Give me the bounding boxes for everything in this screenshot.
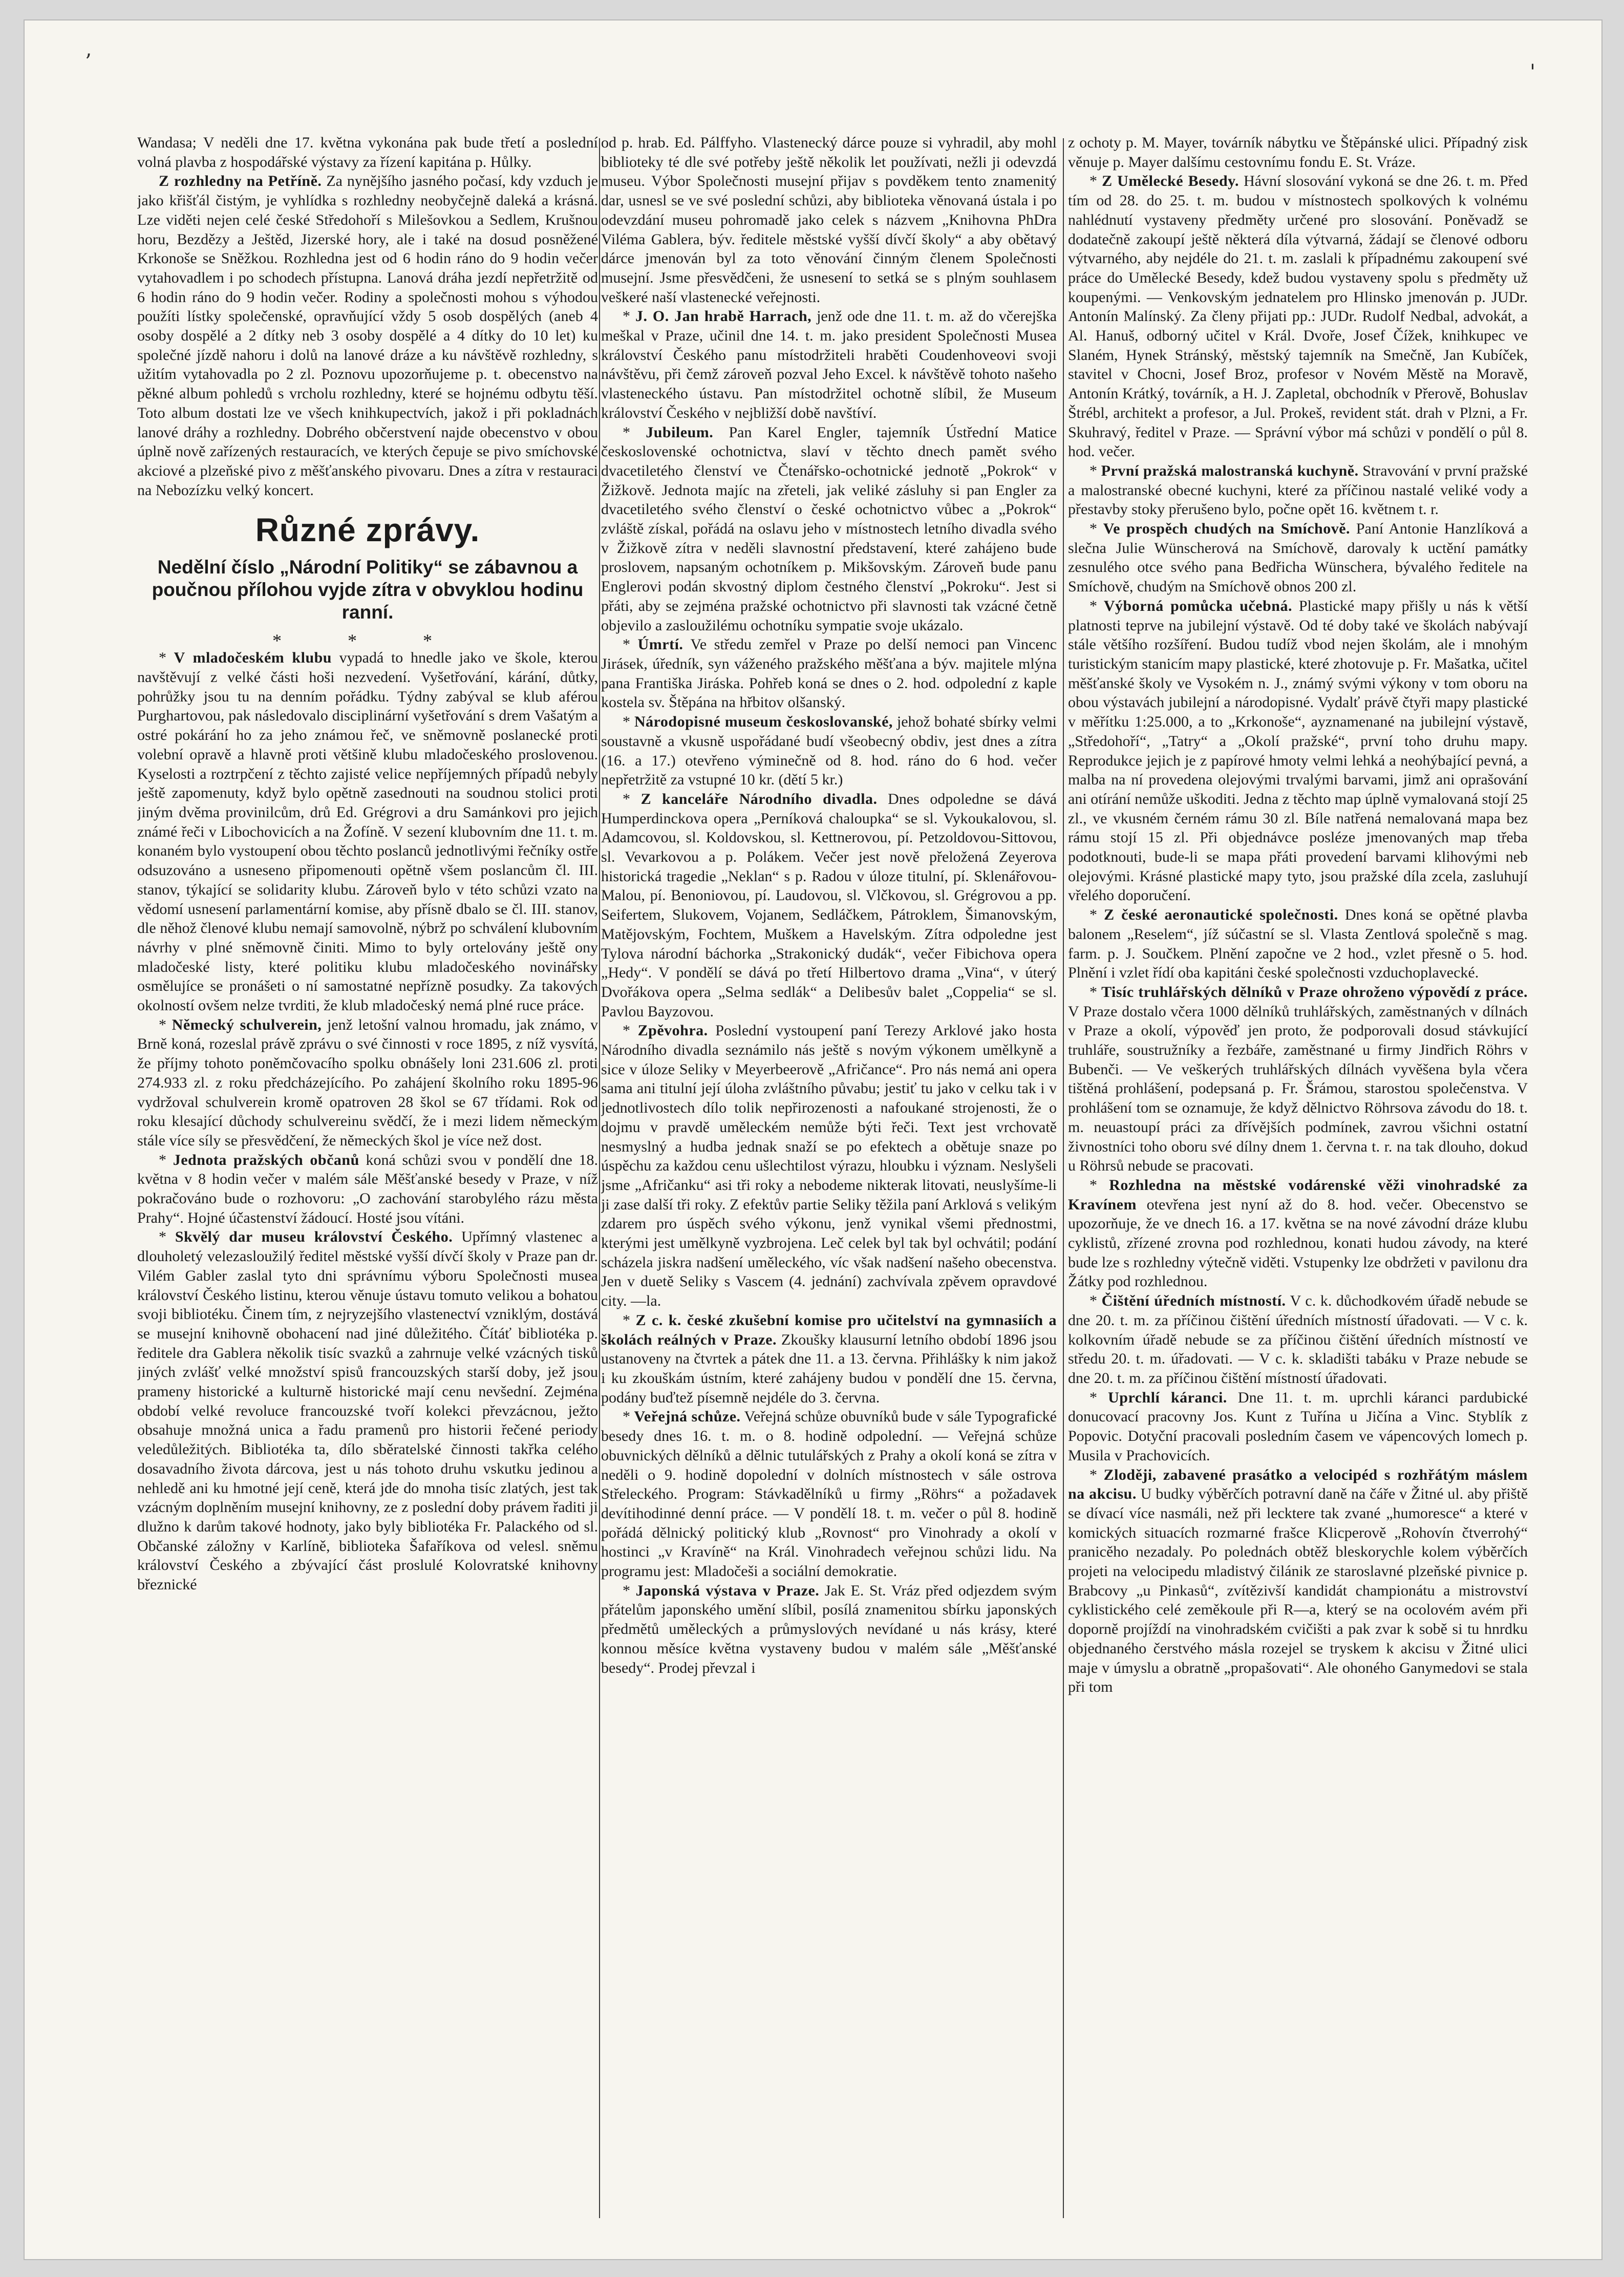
article: * Z Umělecké Besedy. Hávní slosování vykoná se dne 26. t. m. Před tím od 28. do 25. t. m. budou v místnostech spolkových k volnému nahlédnutí vystaveny předměty určené pro slosování. Poněvadž se dodatečně zakoupí ještě některá díla výtvarná, žádají se členové odboru výtvarného, aby nejdéle do 21. t. m. zaslali k případnému zakoupení své práce do Umělecké Besedy, kdež budou vystaveny spolu s předměty už koupenými. — Venkovským jednatelem pro Hlinsko jmenován p. JUDr. Antonín Malínský. Za členy přijati pp.: JUDr. Rudolf Nedbal, advokát, a Al. Hanuš, odborný učitel v Král. Dvoře, Josef Čížek, knihkupec ve Slaném, Hynek Stránský, městský tajemník na Smečně, Jan Kubíček, stavitel v Chocni, Josef Broz, profesor v Novém Městě na Moravě, Antonín Krátký, továrník, a H. J. Zapletal, obchodník v Přerově, Bohuslav Štrébl, architekt a profesor, a Jul. Prokeš, revident stát. drah v Plzni, a Fr. Skuhravý, ředitel v Praze. — Správní výbor má schůzi v pondělí o půl 8. hod. večer.	[1068, 173, 1528, 460]
article: * Německý schulverein, jenž letošní valnou hromadu, jak známo, v Brně koná, rozeslal právě zprávu o své činnosti v roce 1895, z níž vysvítá, že příjmy tohoto poněmčovacího spolku obnášely loni 231.606 zl. proti 274.933 zl. z roku předcházejícího. Po zahájení školního roku 1895-96 vydržoval schulverein kromě opatroven 28 škol se 67 třídami. Rok od roku klesající důchody schulvereinu svědčí, že i mezi lidem německým stále více síly se přesvědčení, že německých škol je více než dost.	[137, 1016, 598, 1149]
article-heading: Z c. k. české zkušební komise pro učitelství na gymnasiích a školách reálných v Praze.	[601, 1311, 1057, 1348]
article: * Úmrtí. Ve středu zemřel v Praze po delší nemoci pan Vincenc Jirásek, úředník, syn váženého pražského měšťana a býv. majitele mlýna pana Františka Jiráska. Pohřeb koná se dnes o 2. hod. odpolední z kaple kostela sv. Štěpána na hřbitov olšanský.	[601, 636, 1057, 711]
article: * Z české aeronautické společnosti. Dnes koná se opětné plavba balonem „Reselem“, jíž súčastní se sl. Vlasta Zentlová společně s mag. farm. p. J. Součkem. Plnění započne ve 2 hod., vzlet přesně o 5. hod. Plnění i vzlet řídí oba kapitáni české společnosti vzduchoplavecké.	[1068, 906, 1528, 982]
article-text: Wandasa; V neděli dne 17. května vykonána pak bude třetí a poslední volná plavba z hospodářské výstavy za řízení kapitána p. Hůlky.	[137, 134, 598, 171]
article-heading: Z Umělecké Besedy.	[1102, 173, 1239, 190]
article-heading: První pražská malostranská kuchyně.	[1101, 462, 1359, 479]
article: * J. O. Jan hrabě Harrach, jenž ode dne 11. t. m. až do včerejška meškal v Praze, učinil dne 14. t. m. jako president Společnosti Musea království Českého panu místodržiteli hraběti Coudenhoveovi svoji návštěvu, při čemž zároveň pozval Jeho Excel. k návštěvě tohoto našeho vlasteneckého ústavu. Pan místodržitel ochotně slíbil, že Museum království Českého v nejbližší době navštíví.	[601, 308, 1057, 421]
article: * Zloději, zabavené prasátko a velocipéd s rozhřátým máslem na akcisu. U budky výběrčích potravní daně na čáře v Žitné ul. aby přiště se dívací více nasmáli, než při lecktere tak zvané „humoresce“ a které v komických situacích rozmarné frašce Klicperově „Rohovín čtverrohý“ pranicěho nezadaly. Po polednách obtěž bleskorychle kolem výběrčích projeti na velocipedu mladistvý čilánik ze staroslavné plzeňské pivnice p. Brabcovy „u Pinkasů“, zvítězivší kandidát championátu a mistrovství cyklistického celé zeměkoule při R—a, který se na ocolovém avém při doporně projíždí na vinohradském cvičišti a pak zvar k sobě si tu hnrdku objednaného čerstvého másla rozejel se tryskem k akcisu v Žitné ulici maje v úmyslu a obratně „propašovati“. Ale ohoného Ganymedovi se stala při tom	[1068, 1466, 1528, 1696]
article-heading: Čištění úředních místností.	[1101, 1292, 1286, 1310]
article: * Uprchlí káranci. Dne 11. t. m. uprchli káranci pardubické donucovací pracovny Jos. Kunt z Tuřína u Jičína a Vinc. Styblík z Popovic. Dotyční pracovali posledním časem ve vápencových lomech p. Musila v Prachovicích.	[1068, 1389, 1528, 1464]
article-text: od p. hrab. Ed. Pálffyho. Vlastenecký dárce pouze si vyhradil, aby mohl biblioteky té dle své potřeby ještě několik let používati, nežli ji odevzdá museu. Výbor Společnosti musejní přijav s povděkem tento znamenitý dar, usnesl se ve své poslední schůzi, aby biblioteka věnovaná ústala i po odevzdání museu pohromadě jako celek s názvem „Knihovna PhDra Viléma Gablera, býv. ředitele městské vyšší dívčí školy“ a aby obětavý dárce jmenován byl za toto věnování činným členem Společnosti musejní. Jsme přesvědčeni, že usnesení to setká se s plným souhlasem veškeré naší vlastenecké veřejnosti.	[601, 134, 1057, 306]
article: * Čištění úředních místností. V c. k. důchodkovém úřadě nebude se dne 20. t. m. za příčinou čištění úředních místností úřadovati. — V c. k. kolkovním úřadě nebude se za příčinou čištění úředních místností ve středu 20. t. m. úřadovati. — V c. k. skladišti tabáku v Praze nebude se dne 20. t. m. za příčinou čištění místností úřadovati.	[1068, 1292, 1528, 1387]
article-text: vypadá to hnedle jako ve škole, kterou navštěvují z velké části hoši nezvedení. Vyšetřování, kárání, důtky, pohrůžky jsou tu na denním pořádku. Týdny zabýval se klub aférou Purghartovou, pak následovalo disciplinární vyšetřování s drem Vašatým a ostré pokárání ho za jeho známou řeč, ve sněmovně poslanecké proti volební opravě a hlavně proti většině klubu mladočeského proslovenou. Kyselosti a roztrpčení z těchto zajisté velice nepříjemných případů nebyly ještě zapomenuty, když bylo opětně zasednouti na soudnou stolici proti jiným dvěma provinilcům, drů Ed. Grégrovi a dru Samánkovi pro jejich známé řeči v Libochovicích a na Žofíně. V sezení klubovním dne 11. t. m. konaném bylo vystoupení obou těchto poslanců jednotlivými řečníky ostře odsuzováno a usneseno připomenouti opětně všem poslancům čl. III. stanov, týkající se solidarity klubu. Zároveň bylo v této schůzi vzato na vědomí usnesení parlamentární komise, aby přísně dbalo se čl. III. stanov, dle něhož členové klubu nemají samovolně, nýbrž po schválení klubovním návrhy v plné sněmovně činiti. Mimo to byly ortelovány ještě ony mladočeské listy, které politiku klubu mladočeského novinářsky osmělujíce se pronášeti o ní samostatné nepřízně posudky. Za takových okolností ovšem nelze tvrditi, že klub mladočeský nemá plné ruce práce.	[137, 649, 598, 1014]
article-heading: Národopisné museum českoslovanské,	[634, 713, 893, 731]
article: * Národopisné museum českoslovanské, jehož bohaté sbírky velmi soustavně a vkusně uspořádané budí všeobecný obdiv, jest dnes a zítra (16. a 17.) otevřeno výminečně od 8. hod. ráno do 6 hod. večer nepřetržitě za vstupné 10 kr. (dětí 5 kr.)	[601, 713, 1057, 789]
article-text: koná schůzi svou v pondělí dne 18. května v 8 hodin večer v malém sále Měšťanské besedy v Praze, v níž pokračováno bude o rozhovoru: „O zachování starobylého rázu města Prahy“. Hojné účastenství žádoucí. Hosté jsou vítáni.	[137, 1151, 598, 1226]
article: * Ve prospěch chudých na Smíchově. Paní Antonie Hanzlíková a slečna Julie Wünscherová na Smíchově, darovaly k uctění památky zesnulého otce svého pana Bedřicha Wünschera, bývalého ředitele na Smíchově, chudým na Smíchově obnos 200 zl.	[1068, 520, 1528, 595]
article-text: Za nynějšího jasného počasí, kdy vzduch je jako křišťál čistým, je vyhlídka s rozhledny neobyčejně daleká a krásná. Lze viděti nejen celé české Středohoří s Milešovkou a Sedlem, Krušnou horu, Bezdězy a Ještěd, Jizerské hory, ale i také na dosud posněžené Krkonoše se Sněžkou. Rozhledna jest od 6 hodin ráno do 9 hodin večer vytahovadlem i po schodech přístupna. Lanová dráha jezdí nepřetržitě od 6 hodin ráno do 9 hodin večer. Rodiny a společnosti mohou s výhodou použíti lístky společenské, opravňující vždy 5 osob dospělých (aneb 4 osoby dospělé a 2 dítky neb 3 osoby dospělé a 4 dítky do 10 let) ku společné jízdě nahoru i dolů na lanové dráze a ku návštěvě rozhledny, s užitím vytahovadla po 2 zl. Poznovu upozorňujeme p. t. obecenstvo na pěkné album pohledů s vrcholu rozhledny, které se hojnému odbytu těší. Toto album dostati lze ve všech knihkupectvích, jakož i při pokladnách lanové dráhy a rozhledny. Dobrého občerstvení najde obecenstvo v obou úplně nově zařízených restauracích, ve kterých čepuje se pivo smíchovské akciové a plzeňské pivo z měšťanského pivovaru. Dnes a zítra v restauraci na Nebozízku velký koncert.	[137, 173, 598, 499]
article-heading: Japonská výstava v Praze.	[635, 1582, 820, 1599]
article-heading: Veřejná schůze.	[634, 1408, 741, 1425]
article: * Japonská výstava v Praze. Jak E. St. Vráz před odjezdem svým přátelům japonského umění slíbil, posílá znamenitou sbírku japonských předmětů uměleckých a průmyslových nevídané u nás krásy, které konnou měsíce května vystaveny budou v malém sále „Měšťanské besedy“. Prodej převzal i	[601, 1582, 1057, 1676]
article-text: Hávní slosování vykoná se dne 26. t. m. Před tím od 28. do 25. t. m. budou v místnostech spolkových k volnému nahlédnutí vystaveny předměty určené pro slosování. Poněvadž se dodatečně zakoupí ještě některá díla výtvarná, žádají se členové odboru výtvarného, aby nejdéle do 21. t. m. zaslali k případnému zakoupení své práce do Umělecké Besedy, kdež budou vystaveny spolu s předměty už koupenými. — Venkovským jednatelem pro Hlinsko jmenován p. JUDr. Antonín Malínský. Za členy přijati pp.: JUDr. Rudolf Nedbal, advokát, a Al. Hanuš, odborný učitel v Král. Dvoře, Josef Čížek, knihkupec ve Slaném, Hynek Stránský, městský tajemník na Smečně, Jan Kubíček, stavitel v Chocni, Josef Broz, profesor v Novém Městě na Moravě, Antonín Krátký, továrník, a H. J. Zapletal, obchodník v Přerově, Bohuslav Štrébl, architekt a profesor, a Jul. Prokeš, revident stát. drah v Plzni, a Fr. Skuhravý, ředitel v Praze. — Správní výbor má schůzi v pondělí o půl 8. hod. večer.	[1068, 173, 1528, 460]
article-heading: Z rozhledny na Petříně.	[159, 173, 322, 190]
article-text: Upřímný vlastenec a dlouholetý velezasloužilý ředitel městské vyšší dívčí školy v Praze pan dr. Vilém Gabler zaslal tyto dni správnímu výboru Společnosti musea království Českého listinu, kterou věnuje ústavu tomuto velikou a bohatou svoji bibliotéku. Činem tím, z nejryzejšího vlastenectví vzniklým, dostává se musejní knihovně obohacení nad jiné důležitého. Čítáť bibliotéka p. ředitele dra Gablera několik tisíc svazků a zahrnuje velké vzácných tisků jiných zvlášť velké množství spisů francouzských starší doby, jež jsou prameny historické a kulturně historické mají cenu nevšední. Zejména období velké revoluce francouzské tvoří kolekci převzácnou, ježto obsahuje množná unica a řadu pramenů pro historii řečené periody veledůležitých. Bibliotéka ta, dílo sběratelské činnosti takřka celého dosavadního života dárcova, jest u nás tohoto druhu vskutku jedinou a nehledě ani ku hmotné její ceně, která jde do mnoha tisíc zlatých, jest tak vzácným doplněním musejní knihovny, ze z poslední doby právem řaditi ji dlužno k darům takové hodnoty, jako byly bibliotéka Fr. Palackého od sl. Občanské záložny v Karlíně, biblioteka Šafaříkova od velesl. sněmu království Českého a zbývající část proslulé Kolovratské knihovny březnické	[137, 1228, 598, 1593]
article: * Jednota pražských občanů koná schůzi svou v pondělí dne 18. května v 8 hodin večer v malém sále Měšťanské besedy v Praze, v níž pokračováno bude o rozhovoru: „O zachování starobylého rázu města Prahy“. Hojné účastenství žádoucí. Hosté jsou vítáni.	[137, 1151, 598, 1226]
article-text: Zkoušky klausurní letního období 1896 jsou ustanoveny na čtvrtek a pátek dne 11. a 13. června. Přihlášky k nim jakož i ku zkouškám ústním, které zahájeny budou v pondělí dne 15. června, podány buďtež písemně nejdéle do 3. června.	[601, 1331, 1057, 1406]
article-heading: Jubileum.	[646, 423, 714, 441]
article-text: Ve středu zemřel v Praze po delší nemoci pan Vincenc Jirásek, úředník, syn váženého pražského měšťana a býv. majitele mlýna pana Františka Jiráska. Pohřeb koná se dnes o 2. hod. odpolední z kaple kostela sv. Štěpána na hřbitov olšanský.	[601, 636, 1057, 711]
article-text: Plastické mapy přišly u nás k větší platnosti teprve na jubilejní výstavě. Od té doby také ve školách nabývají stále většího rozšíření. Budou tudíž vbod nejen školám, ale i mnohým turistickým stanicím mapy plastické, které zhotovuje p. Fr. Mašatka, učitel měšťanské školy ve Vysokém n. J., známý svými výkony v tom oboru na obou výstavách jubilejní a národopisné. Vydalť právě čtyři mapy plastické v měřítku 1:25.000, a to „Krkonoše“, ayznamenané na jubilejní výstavě, „Středohoří“, „Tatry“ a „Okolí pražské“, první toho druhu mapy. Reprodukce jejich je z papírové hmoty velmi lehká a neohýbající pevná, a malba na ní provedena olejovými trvalými barvami, jimž ani oprašování ani otírání nemůže uškoditi. Jedna z těchto map úplně vymalovaná stojí 25 zl., ve vkusném černém rámu 30 zl. Bíle natřená nemalovaná mapa bez rámu stojí 15 zl. Při objednávce posléze jmenovaných map třeba podotknouti, bude-li se mapa přáti provedení barvami klihovými neb olejovými. Krásné plastické mapy tyto, jsou pražské díla zcela, zasluhují vřelého doporučení.	[1068, 597, 1528, 904]
section-note: Nedělní číslo „Národní Politiky“ se zábavnou a poučnou přílohou vyjde zítra v obvyklou hodinu ranní.	[152, 557, 584, 623]
column-divider-2	[1063, 138, 1064, 2218]
article-text: jenž ode dne 11. t. m. až do včerejška meškal v Praze, učinil dne 14. t. m. jako president Společnosti Musea království Českého panu místodržiteli hraběti Coudenhoveovi svoji návštěvu, při čemž zároveň pozval Jeho Excel. k návštěvě tohoto našeho vlasteneckého ústavu. Pan místodržitel ochotně slíbil, že Museum království Českého v nejbližší době navštíví.	[601, 308, 1057, 421]
author-signature: —la.	[631, 1292, 661, 1310]
article-heading: V mladočeském klubu	[174, 649, 332, 667]
article-text: jehož bohaté sbírky velmi soustavně a vkusně uspořádané budí všeobecný obdiv, jest dnes a zítra (16. a 17.) otevřeno výminečně od 8. hod. ráno do 6 hod. večer nepřetržitě za vstupné 10 kr. (dětí 5 kr.)	[601, 713, 1057, 789]
article	[137, 172, 598, 500]
article-heading: Ve prospěch chudých na Smíchově.	[1103, 520, 1351, 538]
article: * Z kanceláře Národního divadla. Dnes odpoledne se dává Humperdinckova opera „Perníková chaloupka“ se sl. Vykoukalovou, sl. Adamcovou, sl. Koldovskou, sl. Kettnerovou, pí. Petzoldovou-Sittovou, sl. Vevarkovou a p. Polákem. Večer jest nově přeložená Zeyerova historická tragedie „Neklan“ s p. Radou v úloze titulní, pí. Sklenářovou-Malou, pí. Benoniovou, pí. Laudovou, sl. Vlčkovou, sl. Grégrovou a pp. Seifertem, Slukovem, Vojanem, Sedláčkem, Pátroklem, Šimanovským, Matějovským, Fochtem, Muškem a Havelským. Zítra odpoledne jest Tylova národní báchorka „Strakonický dudák“, večer Fibichova opera „Hedy“. V pondělí se dává po třetí Hilbertovo drama „Vina“, v úterý Dvořákova opera „Selma sedlák“ a Delibesův balet „Coppelia“ se sl. Pavlou Bayzovou.	[601, 790, 1057, 1020]
article: * Skvělý dar museu království Českého. Upřímný vlastenec a dlouholetý velezasloužilý ředitel městské vyšší dívčí školy v Praze pan dr. Vilém Gabler zaslal tyto dni správnímu výboru Společnosti musea království Českého listinu, kterou věnuje ústavu tomuto velikou a bohatou svoji bibliotéku. Činem tím, z nejryzejšího vlastenectví vzniklým, dostává se musejní knihovně obohacení nad jiné důležitého. Čítáť bibliotéka p. ředitele dra Gablera několik tisíc svazků a zahrnuje velké vzácných tisků jiných zvlášť velké množství spisů francouzských starší doby, jež jsou prameny historické a kulturně historické mají cenu nevšední. Zejména období velké revoluce francouzské tvoří kolekci převzácnou, ježto obsahuje množná unica a řadu pramenů pro historii řečené periody veledůležitých. Bibliotéka ta, dílo sběratelské činnosti takřka celého dosavadního života dárcova, jest u nás tohoto druhu vskutku jedinou a nehledě ani ku hmotné její ceně, která jde do mnoha tisíc zlatých, jest tak vzácným doplněním musejní knihovny, ze z poslední doby právem řaditi ji dlužno k darům takové hodnoty, jako byly bibliotéka Fr. Palackého od sl. Občanské záložny v Karlíně, biblioteka Šafaříkova od velesl. sněmu království Českého a zbývající část proslulé Kolovratské knihovny březnické	[137, 1228, 598, 1593]
article-text: otevřena jest nyní až do 8. hod. večer. Obecenstvo se upozorňuje, že ve dnech 16. a 17. května se na nové závodní dráze klubu cyklistů, zřízené zrovna pod rozhlednou, konati hudou závody, na které bude lze s rozhledny výtečně viděti. Vstupenky lze obdržeti v pavilonu dra Žátky pod rozhlednou.	[1068, 1196, 1528, 1290]
article-text: U budky výběrčích potravní daně na čáře v Žitné ul. aby přiště se dívací více nasmáli, než při lecktere tak zvané „humoresce“ a které v komických situacích rozmarné frašce Klicperově „Rohovín čtverrohý“ pranicěho nezadaly. Po polednách obtěž bleskorychle kolem výběrčích projeti na velocipedu mladistvý čilánik ze staroslavné plzeňské pivnice p. Brabcovy „u Pinkasů“, zvítězivší kandidát championátu a mistrovství cyklistického celé zeměkoule při R—a, který se na ocolovém avém při doporně projíždí na vinohradském cvičišti a pak zvar k sobě si tu hnrdku objednaného čerstvého másla rozejel se tryskem k akcisu v Žitné ulici maje v úmyslu a obratně „propašovati“. Ale ohoného Ganymedovi se stala při tom	[1068, 1485, 1528, 1696]
article-heading: J. O. Jan hrabě Harrach,	[635, 308, 812, 325]
column-divider-1	[599, 138, 600, 2218]
article-text: Poslední vystoupení paní Terezy Arklové jako hosta Národního divadla seznámilo nás ještě s novým výkonem umělkyně a sice v úloze Seliky v Meyerbeerově „Afričance“. Pro nás nemá ani opera sama ani titulní její úloha zvláštního půvabu; jestiť tu jako v celku tak i v jednotlivostech dílo tolik nepřirozenosti a nafoukané strojenosti, že o dojmu v pravdě uměleckém nemůže býti řeči. Text jest vrchovatě nesmyslný a hudba jednak snaží se po efektech a obětuje snaze po úspěchu za každou cenu ušlechtilost výrazu, hloubku i význam. Neslyšeli jsme „Afričanku“ asi tři roky a nebodeme nikterak litovati, neuslyšíme-li ji zase další tři roky. Z efektův partie Seliky těžila paní Arklová s velikým zdarem pro úspěch svého výkonu, jenž vynikal všemi přednostmi, kterými jest umělkyně vyzbrojena. Leč celek byl tak byl ochvátil; podání scházela jiskra nadšení uměleckého, víc však nadšení našeho obecenstva. Jen v duetě Seliky s Vascem (4. jednání) zachvívala zpěvem opravdové city.	[601, 1022, 1057, 1310]
corner-mark-left: ’	[85, 50, 92, 74]
article: * Jubileum. Pan Karel Engler, tajemník Ústřední Matice československé ochotnictva, slaví v těchto dnech pamět svého dvacetiletého členství ve Čtenářsko-ochotnické jednotě „Pokrok“ v Žižkově. Jednota majíc na zřeteli, jak veliké zásluhy si pan Engler za dvacetiletého svého členství o české ochotnictvo vůbec a „Pokrok“ zvláště získal, pořádá na oslavu jeho v místnostech letního divadla svého v Žižkově zítra v neděli slavnostní představení, které zahájeno bude proslovem, napsaným ochotníkem p. Mikšovským. Zároveň bude panu Englerovi podán skvostný diplom čestného členství „Pokroku“. Jest si přáti, aby se zejména pražské ochotnictvo při slavnosti tak vzácné četně objevilo a zasloužilému ochotníku sympatie svoje ukázalo.	[601, 423, 1057, 634]
article: * Tisíc truhlářských dělníků v Praze ohroženo výpovědí z práce. V Praze dostalo včera 1000 dělníků truhlářských, zaměstnaných v dílnách v Praze a okolí, výpověď jen proto, že podporovali dosud stávkující truhláře, soustružníky a řezbáře, zaměstnané u firmy Jindřich Röhrs v Bubenči. — Ve veškerých truhlářských dílnách vyvěšena byla včera tištěná prohlášení, podepsaná p. Fr. Šrámou, starostou společenstva. V prohlášení tom se oznamuje, že když dělnictvo Röhrsova závodu do 18. t. m. neuastoupí práci za dřívějších podmínek, zavrou všichni ostatní živnostníci toho oboru své dílny dnem 1. června t. r. na tak dlouho, dokud u Röhrsů nebude se pracovati.	[1068, 983, 1528, 1175]
article-text: Jak E. St. Vráz před odjezdem svým přátelům japonského umění slíbil, posílá znamenitou sbírku japonských předmětů uměleckých a průmyslových nevídané u nás krásy, které konnou měsíce května vystaveny budou v malém sále „Měšťanské besedy“. Prodej převzal i	[601, 1582, 1057, 1676]
article: * Rozhledna na městské vodárenské věži vinohradské za Kravínem otevřena jest nyní až do 8. hod. večer. Obecenstvo se upozorňuje, že ve dnech 16. a 17. května se na nové závodní dráze klubu cyklistů, zřízené zrovna pod rozhlednou, konati hudou závody, na které bude lze s rozhledny výtečně viděti. Vstupenky lze obdržeti v pavilonu dra Žátky pod rozhlednou.	[1068, 1176, 1528, 1290]
article: * Zpěvohra. Poslední vystoupení paní Terezy Arklové jako hosta Národního divadla seznámilo nás ještě s novým výkonem umělkyně a sice v úloze Seliky v Meyerbeerově „Afričance“. Pro nás nemá ani opera sama ani titulní její úloha zvláštního půvabu; jestiť tu jako v celku tak i v jednotlivostech dílo tolik nepřirozenosti a nafoukané strojenosti, že o dojmu v pravdě uměleckém nemůže býti řeči. Text jest vrchovatě nesmyslný a hudba jednak snaží se po efektech a obětuje snaze po úspěchu za každou cenu ušlechtilost výrazu, hloubku i význam. Neslyšeli jsme „Afričanku“ asi tři roky a nebodeme nikterak litovati, neuslyšíme-li ji zase další tři roky. Z efektův partie Seliky těžila paní Arklová s velikým zdarem pro úspěch svého výkonu, jenž vynikal všemi přednostmi, kterými jest umělkyně vyzbrojena. Leč celek byl tak byl ochvátil; podání scházela jiskra nadšení uměleckého, víc však nadšení našeho obecenstva. Jen v duetě Seliky s Vascem (4. jednání) zachvívala zpěvem opravdové city. —la.	[601, 1022, 1057, 1310]
corner-mark-right: '	[1530, 60, 1535, 84]
article-text: Pan Karel Engler, tajemník Ústřední Matice československé ochotnictva, slaví v těchto dnech pamět svého dvacetiletého členství ve Čtenářsko-ochotnické jednotě „Pokrok“ v Žižkově. Jednota majíc na zřeteli, jak veliké zásluhy si pan Engler za dvacetiletého svého členství o české ochotnictvo vůbec a „Pokrok“ zvláště získal, pořádá na oslavu jeho v místnostech letního divadla svého v Žižkově zítra v neděli slavnostní představení, které zahájeno bude proslovem, napsaným ochotníkem p. Mikšovským. Zároveň bude panu Englerovi podán skvostný diplom čestného členství „Pokroku“. Jest si přáti, aby se zejména pražské ochotnictvo při slavnosti tak vzácné četně objevilo a zasloužilému ochotníku sympatie svoje ukázalo.	[601, 423, 1057, 634]
article: * V mladočeském klubu vypadá to hnedle jako ve škole, kterou navštěvují z velké části hoši nezvedení. Vyšetřování, kárání, důtky, pohrůžky jsou tu na denním pořádku. Týdny zabýval se klub aférou Purghartovou, pak následovalo disciplinární vyšetřování s drem Vašatým a ostré pokárání ho za jeho známou řeč, ve sněmovně poslanecké proti volební opravě a hlavně proti většině klubu mladočeského proslovenou. Kyselosti a roztrpčení z těchto zajisté velice nepříjemných případů nebyly ještě zapomenuty, když bylo opětně zasednouti na soudnou stolici proti jiným dvěma provinilcům, drů Ed. Grégrovi a dru Samánkovi pro jejich známé řeči v Libochovicích a na Žofíně. V sezení klubovním dne 11. t. m. konaném bylo vystoupení obou těchto poslanců jednotlivými řečníky ostře odsuzováno a usneseno připomenouti opětně všem poslancům čl. III. stanov, týkající se solidarity klubu. Zároveň bylo v této schůzi vzato na vědomí usnesení parlamentární komise, aby přísně dbalo se čl. III. stanov, dle něhož členové klubu nemají samovolně, nýbrž po schválení klubovním návrhy v plné sněmovně činiti. Mimo to byly ortelovány ještě ony mladočeské listy, které politiku klubu mladočeského novinářsky osmělujíce se pronášeti o ní samostatné nepřízně posudky. Za takových okolností ovšem nelze tvrditi, že klub mladočeský nemá plné ruce práce.	[137, 649, 598, 1014]
column-2	[601, 133, 1057, 2223]
article-text: z ochoty p. M. Mayer, továrník nábytku ve Štěpánské ulici. Případný zisk věnuje p. Mayer dalšímu cestovnímu fondu E. St. Vráze.	[1068, 134, 1528, 171]
article: * První pražská malostranská kuchyně. Stravování v první pražské a malostranské obecné kuchyni, které za příčinou nastalé veliké vody a přestavby stoky přerušeno bylo, počne opět 16. květnem t. r.	[1068, 462, 1528, 518]
article-text: Veřejná schůze obuvníků bude v sále Typografické besedy dnes 16. t. m. o 8. hodině odpolední. — Veřejná schůze obuvnických dělníků a dělnic tutulářských z Prahy a okolí koná se zítra v neděli o 9. hodině dopolední v dolních místnostech v sále ostrova Střeleckého. Program: Stávkadělníků u firmy „Röhrs“ a požadavek devítihodinné denní práce. — V pondělí 18. t. m. večer o půl 8. hodině pořádá dělnický politický klub „Rovnost“ pro Vinohrady a okolí v hostinci „v Kravíně“ na Král. Vinohradech veřejnou schůzi lidu. Na programu jest: Mladočeši a sociální demokratie.	[601, 1408, 1057, 1580]
article-text: jenž letošní valnou hromadu, jak známo, v Brně koná, rozeslal právě zprávu o své činnosti v roce 1895, z níž vysvítá, že příjmy tohoto poněmčovacího spolku obnášely loni 231.606 zl. proti 274.933 zl. z roku předcházejícího. Po zahájení školního roku 1895-96 vydržoval schulverein kromě opatroven 28 škol se 67 třídami. Rok od roku klesající důchody schulvereinu svědčí, že i mezi lidem německým stále více síly se přesvědčení, že německých škol je více než dost.	[137, 1016, 598, 1149]
article-heading: Zloději, zabavené prasátko a velocipéd s rozhřátým máslem na akcisu.	[1068, 1466, 1528, 1503]
newspaper-page	[25, 20, 1601, 2259]
article-heading: Skvělý dar museu království Českého.	[175, 1228, 453, 1246]
article-heading: Z kanceláře Národního divadla.	[640, 790, 878, 807]
article-heading: Rozhledna na městské vodárenské věži vinohradské za Kravínem	[1068, 1176, 1528, 1213]
section-title: Různé zprávy.	[255, 512, 480, 549]
column-3	[1068, 133, 1528, 2223]
article-heading: Zpěvohra.	[637, 1022, 708, 1039]
article-text: V Praze dostalo včera 1000 dělníků truhlářských, zaměstnaných v dílnách v Praze a okolí, výpověď jen proto, že podporovali dosud stávkující truhláře, soustružníky a řezbáře, zaměstnané u firmy Jindřich Röhrs v Bubenči. — Ve veškerých truhlářských dílnách vyvěšena byla včera tištěná prohlášení, podepsaná p. Fr. Šrámou, starostou společenstva. V prohlášení tom se oznamuje, že když dělnictvo Röhrsova závodu do 18. t. m. neuastoupí práci za dřívějších podmínek, zavrou všichni ostatní živnostníci toho oboru své dílny dnem 1. června t. r. na tak dlouho, dokud u Röhrsů nebude se pracovati.	[1068, 1003, 1528, 1175]
article-heading: Z české aeronautické společnosti.	[1104, 906, 1338, 924]
article-text: V c. k. důchodkovém úřadě nebude se dne 20. t. m. za příčinou čištění úředních místností úřadovati. — V c. k. kolkovním úřadě nebude se za příčinou čištění úředních místností ve středu 20. t. m. úřadovati. — V c. k. skladišti tabáku v Praze nebude se dne 20. t. m. za příčinou čištění místností úřadovati.	[1068, 1292, 1528, 1387]
article-text: Dnes koná se opětné plavba balonem „Reselem“, jíž súčastní se sl. Vlasta Zentlová společně s mag. farm. p. J. Součkem. Plnění započne ve 2 hod., vzlet přesně o 5. hod. Plnění i vzlet řídí oba kapitáni české společnosti vzduchoplavecké.	[1068, 906, 1528, 982]
article-text: Dnes odpoledne se dává Humperdinckova opera „Perníková chaloupka“ se sl. Vykoukalovou, sl. Adamcovou, sl. Koldovskou, sl. Kettnerovou, pí. Petzoldovou-Sittovou, sl. Vevarkovou a p. Polákem. Večer jest nově přeložená Zeyerova historická tragedie „Neklan“ s p. Radou v úloze titulní, pí. Sklenářovou-Malou, pí. Benoniovou, pí. Laudovou, sl. Vlčkovou, sl. Grégrovou a pp. Seifertem, Slukovem, Vojanem, Sedláčkem, Pátroklem, Šimanovským, Matějovským, Fochtem, Muškem a Havelským. Zítra odpoledne jest Tylova národní báchorka „Strakonický dudák“, večer Fibichova opera „Hedy“. V pondělí se dává po třetí Hilbertovo drama „Vina“, v úterý Dvořákova opera „Selma sedlák“ a Delibesův balet „Coppelia“ se sl. Pavlou Bayzovou.	[601, 790, 1057, 1020]
article-heading: Výborná pomůcka učebná.	[1103, 597, 1292, 614]
column-1	[137, 133, 598, 2223]
article: * Veřejná schůze. Veřejná schůze obuvníků bude v sále Typografické besedy dnes 16. t. m. o 8. hodině odpolední. — Veřejná schůze obuvnických dělníků a dělnic tutulářských z Prahy a okolí koná se zítra v neděli o 9. hodině dopolední v dolních místnostech v sále ostrova Střeleckého. Program: Stávkadělníků u firmy „Röhrs“ a požadavek devítihodinné denní práce. — V pondělí 18. t. m. večer o půl 8. hodině pořádá dělnický politický klub „Rovnost“ pro Vinohrady a okolí v hostinci „v Kravíně“ na Král. Vinohradech veřejnou schůzi lidu. Na programu jest: Mladočeši a sociální demokratie.	[601, 1408, 1057, 1580]
separator-stars: * * *	[272, 630, 463, 651]
article-heading: Tisíc truhlářských dělníků v Praze ohroženo výpovědí z práce.	[1101, 983, 1528, 1001]
article: * Z c. k. české zkušební komise pro učitelství na gymnasiích a školách reálných v Praze. Zkoušky klausurní letního období 1896 jsou ustanoveny na čtvrtek a pátek dne 11. a 13. června. Přihlášky k nim jakož i ku zkouškám ústním, které zahájeny budou v pondělí dne 15. června, podány buďtež písemně nejdéle do 3. června.	[601, 1311, 1057, 1406]
article-text: Stravování v první pražské a malostranské obecné kuchyni, které za příčinou nastalé veliké vody a přestavby stoky přerušeno bylo, počne opět 16. květnem t. r.	[1068, 462, 1528, 518]
article-heading: Jednota pražských občanů	[173, 1151, 359, 1168]
article-text: Dne 11. t. m. uprchli káranci pardubické donucovací pracovny Jos. Kunt z Tuřína u Jičína a Vinc. Styblík z Popovic. Dotyční pracovali posledním časem ve vápencových lomech p. Musila v Prachovicích.	[1068, 1389, 1528, 1464]
article-heading: Německý schulverein,	[172, 1016, 322, 1033]
article-heading: Uprchlí káranci.	[1108, 1389, 1227, 1406]
article-heading: Úmrtí.	[637, 636, 683, 653]
article: * Výborná pomůcka učebná. Plastické mapy přišly u nás k větší platnosti teprve na jubilejní výstavě. Od té doby také ve školách nabývají stále většího rozšíření. Budou tudíž vbod nejen školám, ale i mnohým turistickým stanicím mapy plastické, které zhotovuje p. Fr. Mašatka, učitel měšťanské školy ve Vysokém n. J., známý svými výkony v tom oboru na obou výstavách jubilejní a národopisné. Vydalť právě čtyři mapy plastické v měřítku 1:25.000, a to „Krkonoše“, ayznamenané na jubilejní výstavě, „Středohoří“, „Tatry“ a „Okolí pražské“, první toho druhu mapy. Reprodukce jejich je z papírové hmoty velmi lehká a neohýbající pevná, a malba na ní provedena olejovými trvalými barvami, jimž ani oprašování ani otírání nemůže uškoditi. Jedna z těchto map úplně vymalovaná stojí 25 zl., ve vkusném černém rámu 30 zl. Bíle natřená nemalovaná mapa bez rámu stojí 15 zl. Při objednávce posléze jmenovaných map třeba podotknouti, bude-li se mapa přáti provedení barvami klihovými neb olejovými. Krásné plastické mapy tyto, jsou pražské díla zcela, zasluhují vřelého doporučení.	[1068, 597, 1528, 904]
article-text: Paní Antonie Hanzlíková a slečna Julie Wünscherová na Smíchově, darovaly k uctění památky zesnulého otce svého pana Bedřicha Wünschera, bývalého ředitele na Smíchově, chudým na Smíchově obnos 200 zl.	[1068, 520, 1528, 595]
